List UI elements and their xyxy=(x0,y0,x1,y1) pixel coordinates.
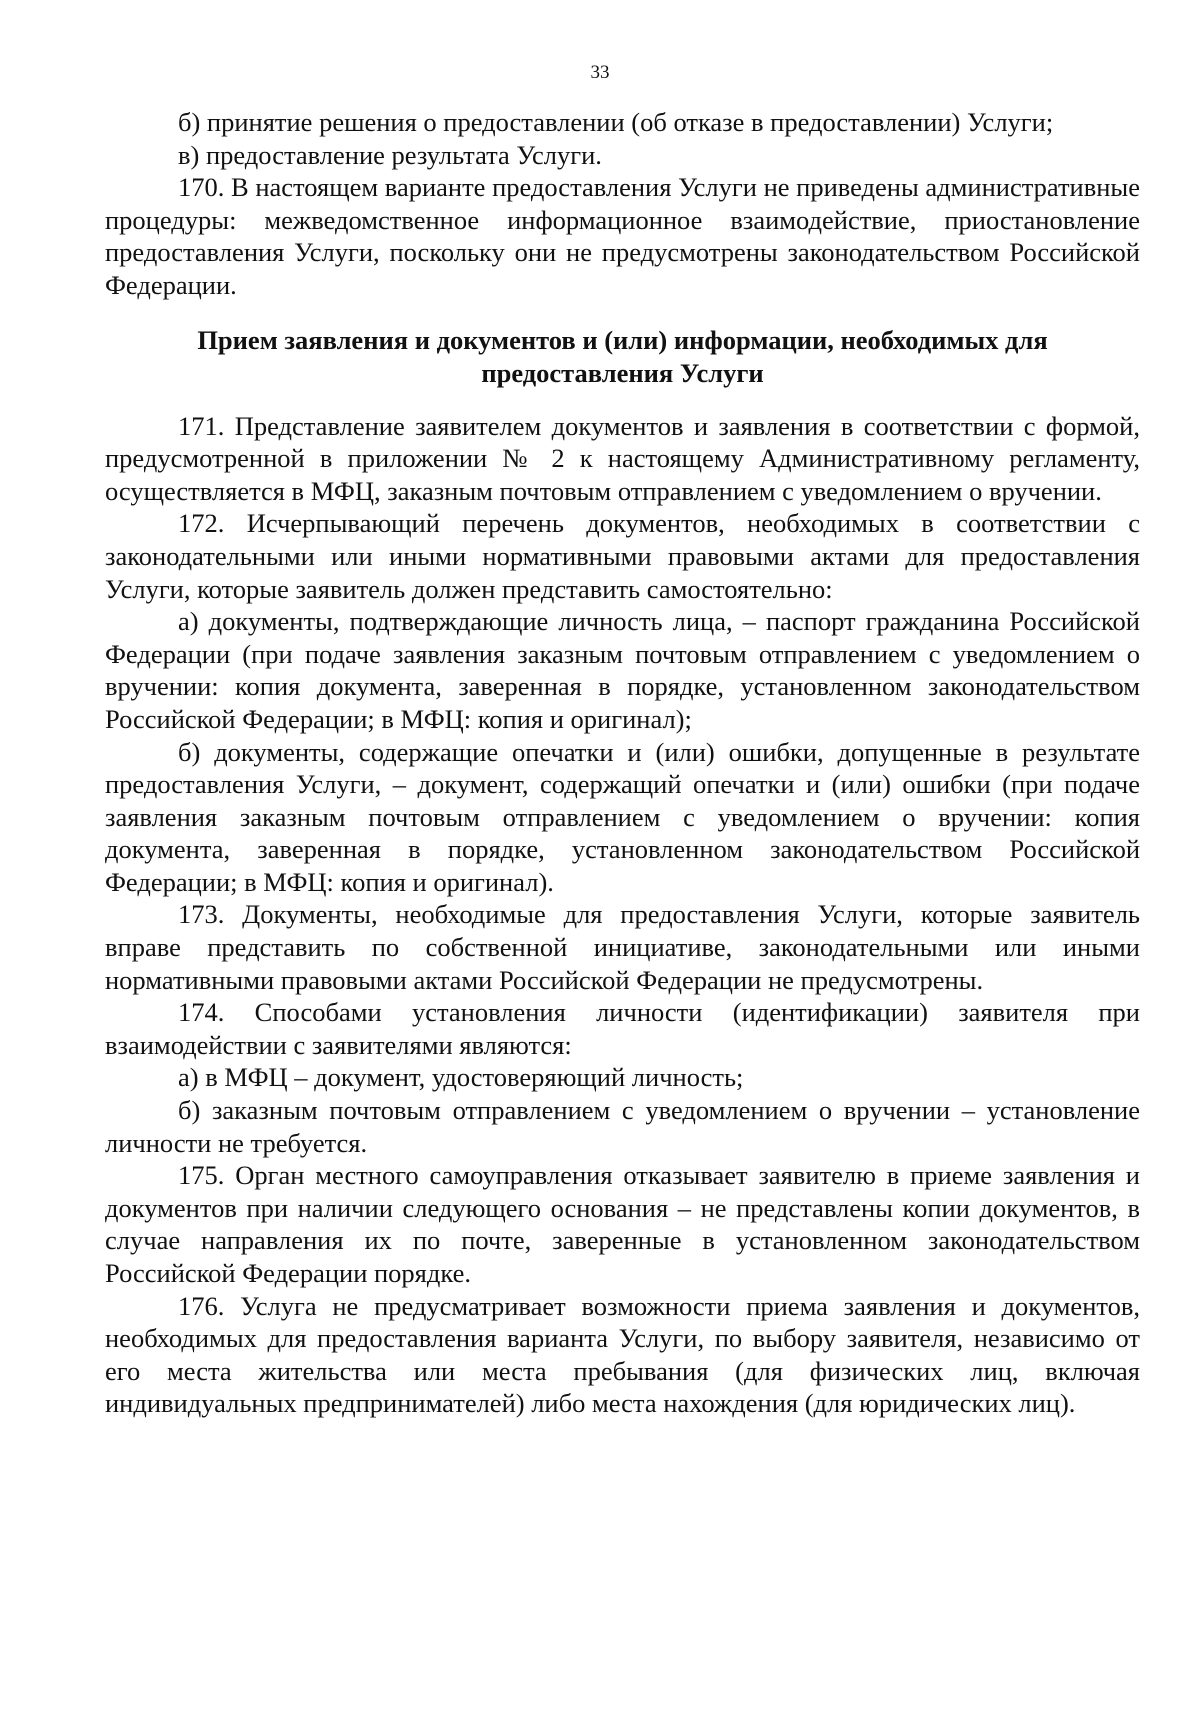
document-body xyxy=(105,106,1140,1420)
paragraph: 170. В настоящем варианте предоставления Услуги не приведены административные процедуры: межведомственное информационное взаимодействие, приостановление предоставления Услуги, поскольку они не предусмотрены законодательством Российской Федерации. xyxy=(105,172,1140,300)
paragraph: 173. Документы, необходимые для предоставления Услуги, которые заявитель вправе представить по собственной инициативе, законодательными или иными нормативными правовыми актами Российской Федерации не предусмотрены. xyxy=(105,899,1140,995)
paragraph: а) в МФЦ – документ, удостоверяющий личность; xyxy=(178,1062,744,1093)
paragraph: б) принятие решения о предоставлении (об отказе в предоставлении) Услуги; xyxy=(178,107,1054,137)
paragraph: в) предоставление результата Услуги. xyxy=(178,139,602,170)
paragraph: 176. Услуга не предусматривает возможности приема заявления и документов, необходимых для предоставления варианта Услуги, по выбору заявителя, независимо от его места жительства или места пребывания (для физических лиц, включая индивидуальных предпринимателей) либо места нахождения (для юридических лиц). xyxy=(105,1290,1140,1419)
paragraph: б) заказным почтовым отправлением с уведомлением о вручении – установление личности не требуется. xyxy=(105,1095,1140,1158)
paragraph: 174. Способами установления личности (идентификации) заявителя при взаимодействии с заявителями являются: xyxy=(105,997,1140,1060)
section-heading: Прием заявления и документов и (или) информации, необходимых для предоставления Услуги xyxy=(197,324,1048,388)
page-number: 33 xyxy=(590,62,610,83)
paragraph: б) документы, содержащие опечатки и (или) ошибки, допущенные в результате предоставления Услуги, – документ, содержащий опечатки и (или) ошибки (при подаче заявления заказным почтовым отправлением с уведомлением о вручении: копия документа, заверенная в порядке, установленном законодательством Российской Федерации; в МФЦ: копия и оригинал). xyxy=(105,736,1140,897)
paragraph: 172. Исчерпывающий перечень документов, необходимых в соответствии с законодательными или иными нормативными правовыми актами для предоставления Услуги, которые заявитель должен представить самостоятельно: xyxy=(105,508,1140,604)
paragraph: 171. Представление заявителем документов и заявления в соответствии с формой, предусмотренной в приложении № 2 к настоящему Административному регламенту, осуществляется в МФЦ, заказным почтовым отправлением с уведомлением о вручении. xyxy=(105,410,1140,506)
paragraph: а) документы, подтверждающие личность лица, – паспорт гражданина Российской Федерации (при подаче заявления заказным почтовым отправлением с уведомлением о вручении: копия документа, заверенная в порядке, установленном законодательством Российской Федерации; в МФЦ: копия и оригинал); xyxy=(105,606,1140,734)
paragraph: 175. Орган местного самоуправления отказывает заявителю в приеме заявления и документов при наличии следующего основания – не представлены копии документов, в случае направления их по почте, заверенные в установленном законодательством Российской Федерации порядке. xyxy=(105,1160,1140,1288)
